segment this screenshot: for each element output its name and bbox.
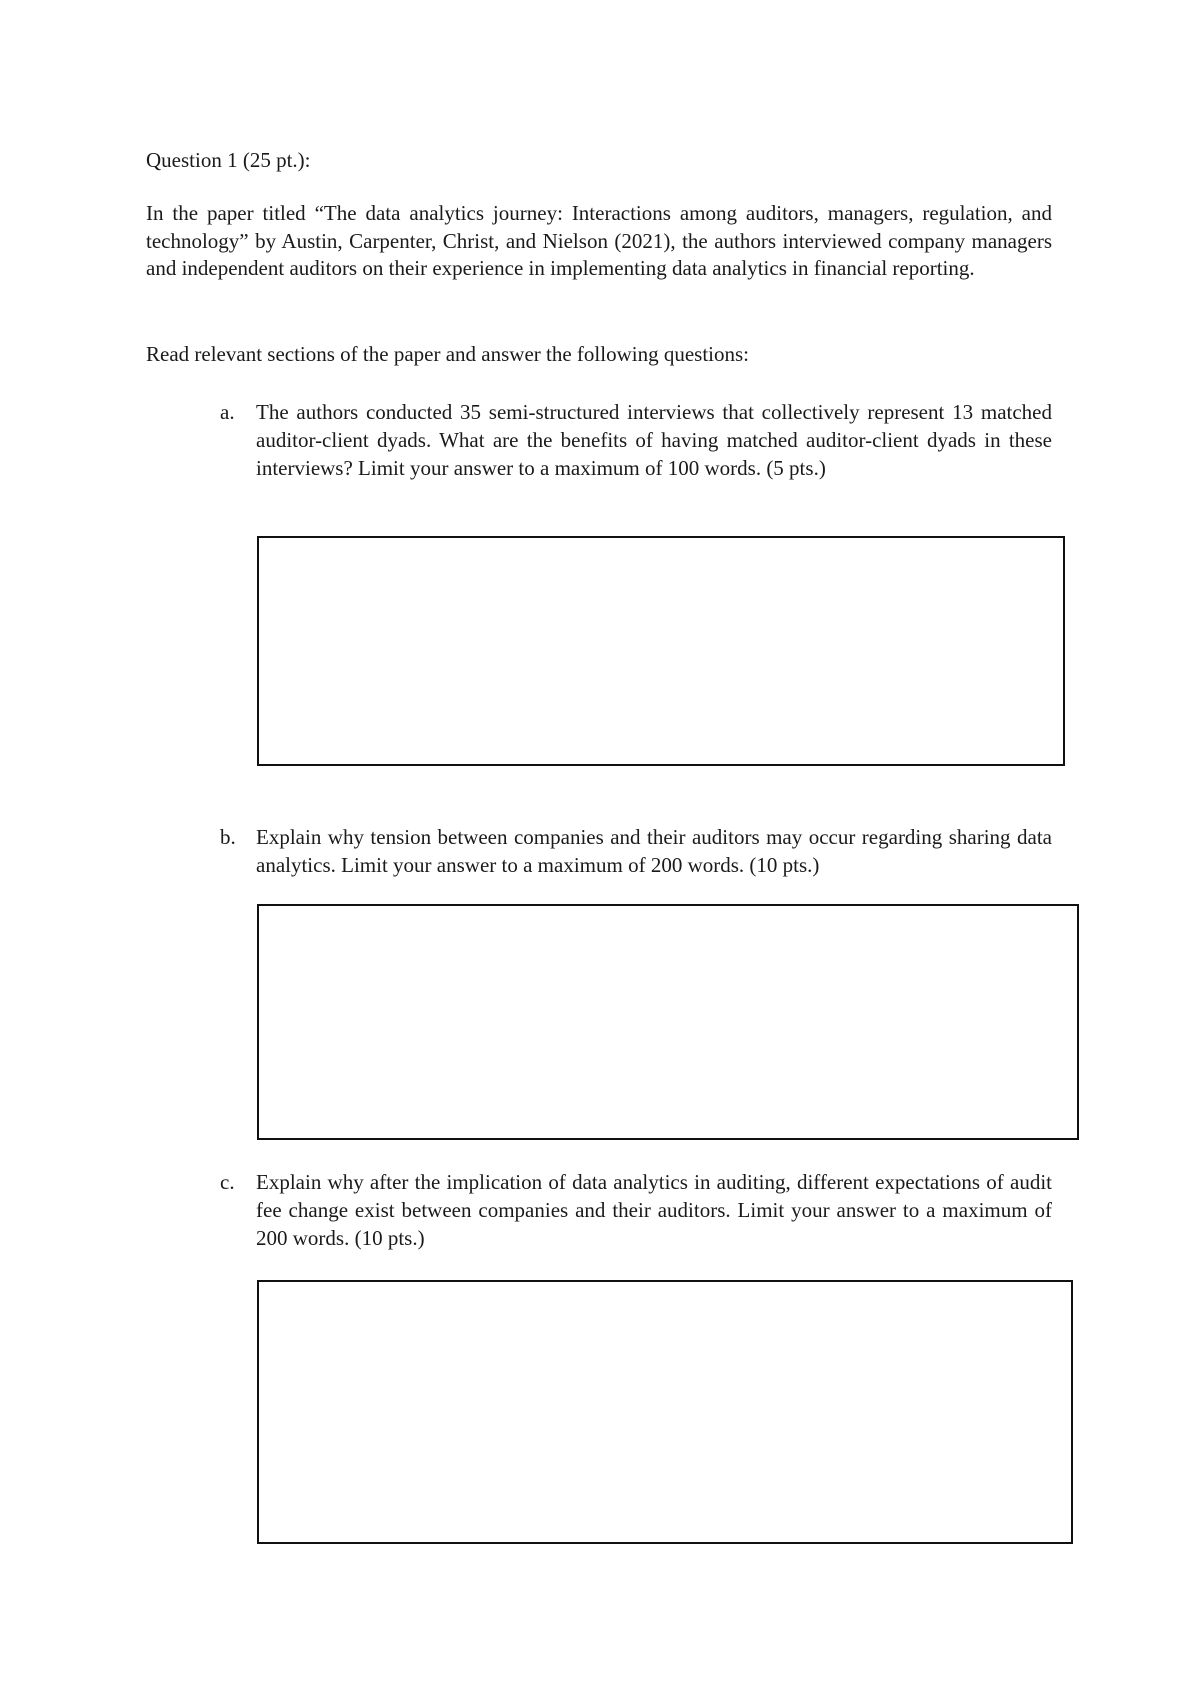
subquestion-a-text: The authors conducted 35 semi-structured interviews that collectively represent 13 matched auditor-client dyads. What are the benefits of having matched auditor-client dyads in these interviews? Limit your answer to a maximum of 100 words. (5 pts.) <box>256 400 1052 480</box>
subquestion-b-text: Explain why tension between companies and their auditors may occur regarding sharing data analytics. Limit your answer to a maximum of 200 words. (10 pts.) <box>256 825 1052 877</box>
question-intro: In the paper titled “The data analytics journey: Interactions among auditors, managers, regulation, and technology” by Austin, Carpenter, Christ, and Nielson (2021), the authors interviewed company managers and independent auditors on their experience in implementing data analytics in financial reporting. <box>146 201 1052 280</box>
answer-box-a[interactable] <box>257 536 1065 766</box>
subquestion-b-marker: b. <box>220 825 236 849</box>
question-title: Question 1 (25 pt.): <box>146 148 311 172</box>
answer-box-c[interactable] <box>257 1280 1073 1544</box>
subquestion-a-marker: a. <box>220 400 235 424</box>
question-lead: Read relevant sections of the paper and answer the following questions: <box>146 342 749 366</box>
subquestion-c-marker: c. <box>220 1170 235 1194</box>
subquestion-c-text: Explain why after the implication of data analytics in auditing, different expectations of audit fee change exist between companies and their auditors. Limit your answer to a maximum of 200 words. (10 pts.) <box>256 1170 1052 1250</box>
answer-box-b[interactable] <box>257 904 1079 1140</box>
